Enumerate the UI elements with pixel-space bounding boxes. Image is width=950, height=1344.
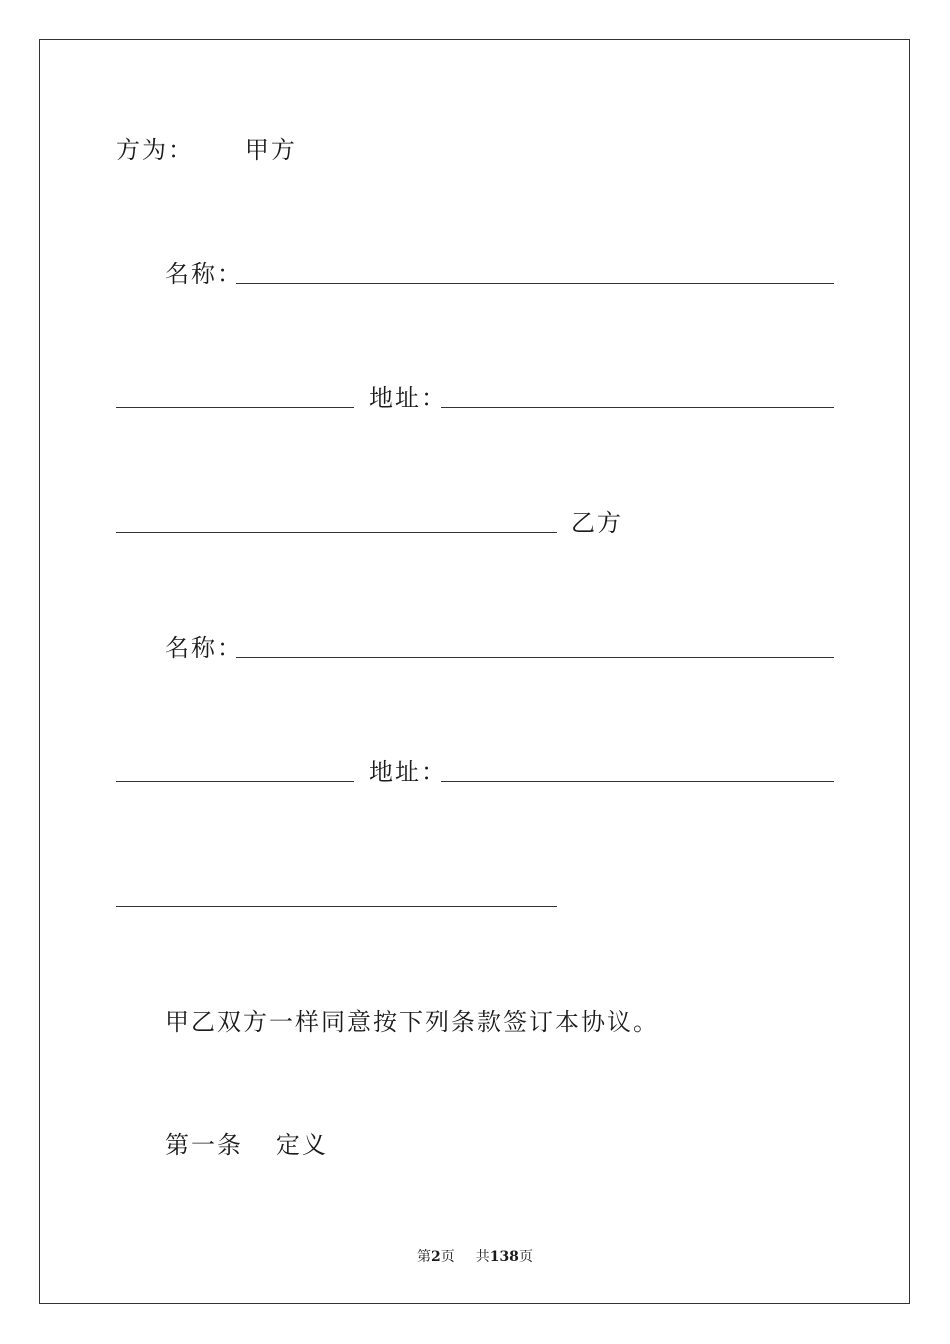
intro-value: 甲方 [244,136,297,164]
party-b-name-field-continuation[interactable] [116,781,354,782]
party-a-name-field[interactable] [236,283,834,284]
intro-line [116,135,297,165]
party-a-name-field-continuation[interactable] [116,407,354,408]
agreement-sentence: 甲乙双方一样同意按下列条款签订本协议。 [165,1008,659,1036]
footer-total-prefix: 共 [475,1249,490,1265]
footer-prefix: 第 [417,1249,432,1265]
party-a-address-field[interactable] [441,407,834,408]
footer-page-word: 页 [440,1249,455,1265]
party-a-name-label: 名称： [165,260,243,288]
party-b-address-field[interactable] [441,781,834,782]
party-b-label: 乙方 [571,509,623,537]
party-a-address-label: 地址： [369,384,447,412]
footer-total-suffix: 页 [518,1249,533,1265]
party-b-name-field[interactable] [236,657,834,658]
page-footer [0,1248,950,1266]
current-page-number: 2 [431,1249,441,1265]
page-frame [39,39,910,1304]
party-b-name-label: 名称： [165,634,243,662]
party-b-address-field-continuation[interactable] [116,906,557,907]
party-b-address-label: 地址： [369,758,447,786]
party-a-address-field-continuation[interactable] [116,532,557,533]
total-pages-number: 138 [489,1249,519,1265]
intro-label: 方为： [116,136,194,164]
article-heading: 第一条 定义 [165,1131,328,1159]
